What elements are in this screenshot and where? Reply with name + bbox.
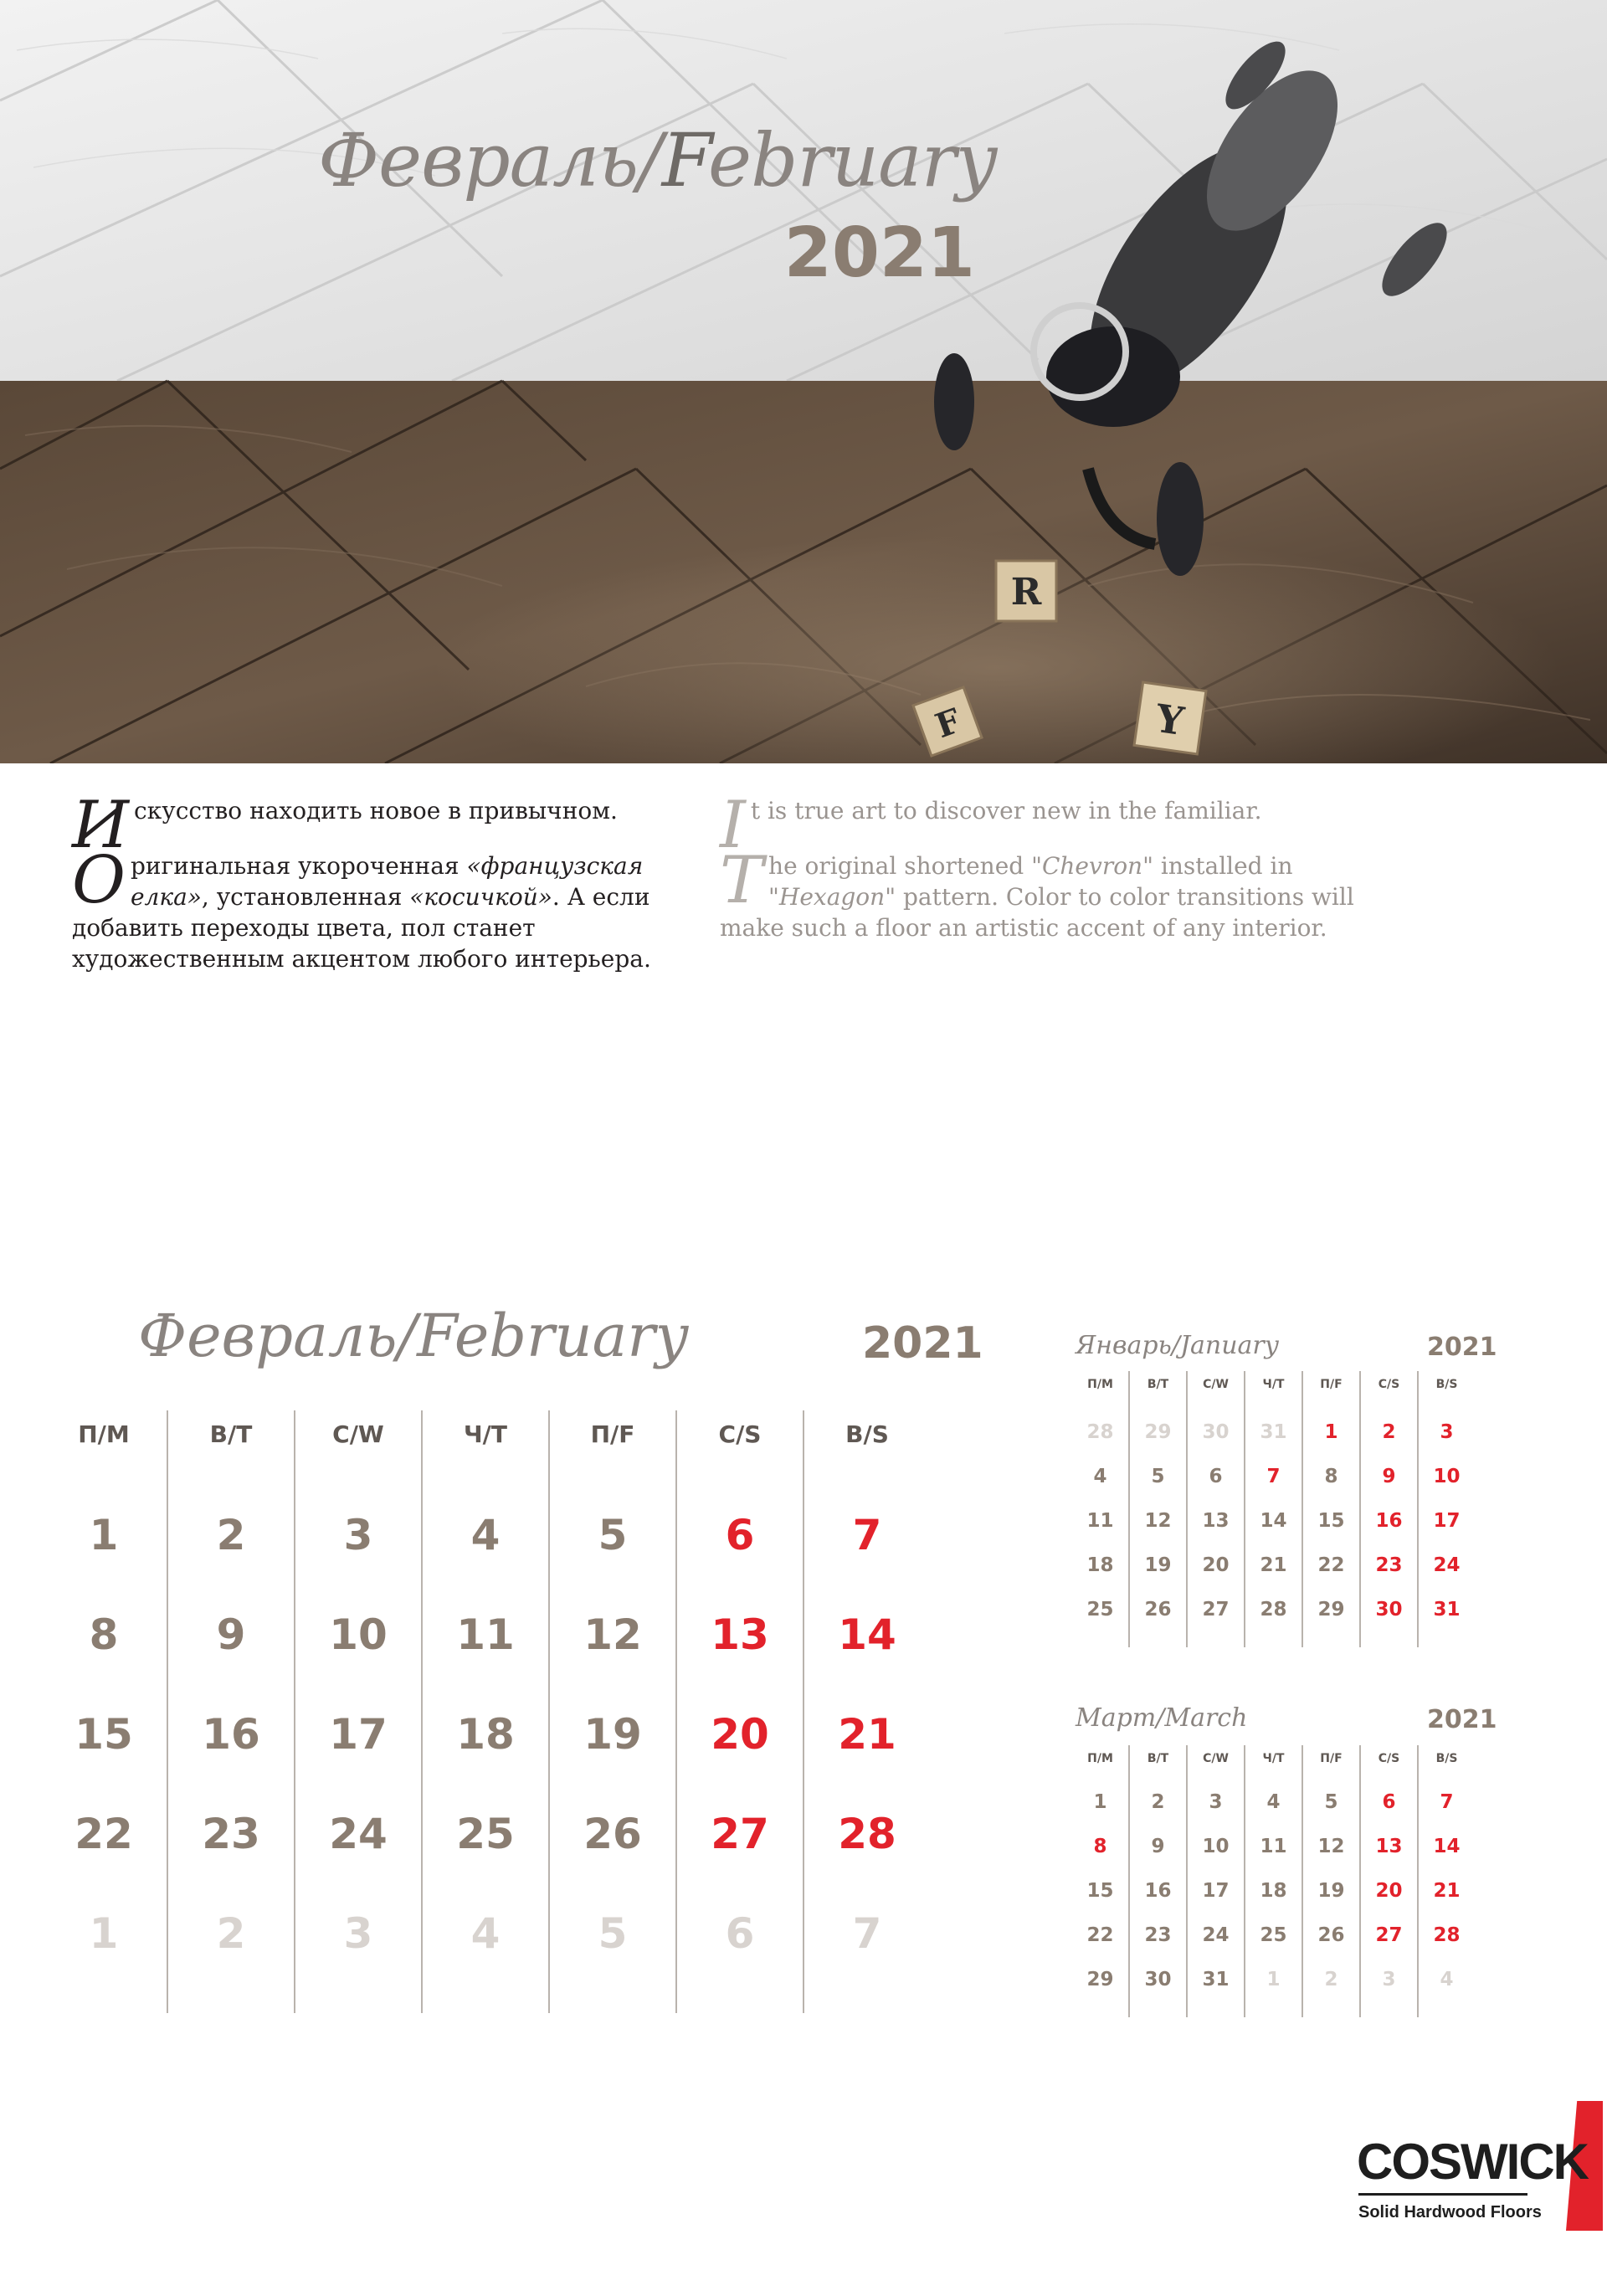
day-cell: 18	[1260, 1880, 1287, 1902]
day-cell: 8	[1324, 1466, 1338, 1487]
ru-line-2a: ригинальная укороченная	[130, 852, 467, 880]
day-cell: 31	[1433, 1599, 1461, 1621]
day-cell: 30	[1144, 1969, 1172, 1990]
hero-title	[318, 117, 997, 203]
day-cell: 23	[1375, 1554, 1403, 1576]
column-divider	[803, 1410, 804, 2013]
main-column	[676, 1410, 804, 2013]
ru-line-2b: «французская елка»	[130, 852, 644, 911]
day-cell: 26	[1317, 1924, 1345, 1946]
column-divider	[1417, 1371, 1419, 1647]
main-column	[40, 1410, 167, 2013]
weekday-header: П/F	[1320, 1752, 1343, 1765]
march-calendar-year: 2021	[1427, 1705, 1497, 1734]
main-column	[549, 1410, 676, 2013]
column-divider	[1128, 1745, 1130, 2017]
day-cell: 27	[1375, 1924, 1403, 1946]
day-cell: 2	[216, 1909, 246, 1958]
en-line-1: t is true art to discover new in the familiar.	[750, 797, 1262, 824]
weekday-header: В/Т	[1147, 1378, 1169, 1391]
day-cell: 27	[1202, 1599, 1230, 1621]
weekday-header: Ч/Т	[464, 1420, 507, 1448]
day-cell: 12	[583, 1610, 642, 1659]
january-column	[1245, 1371, 1302, 1647]
day-cell: 31	[1202, 1969, 1230, 1990]
ru-line-1: скусство находить новое в привычном.	[134, 797, 618, 824]
day-cell: 22	[74, 1810, 133, 1858]
day-cell: 3	[343, 1511, 373, 1559]
january-column	[1360, 1371, 1418, 1647]
day-cell: 19	[1144, 1554, 1172, 1576]
day-cell: 11	[1260, 1836, 1287, 1857]
day-cell: 1	[1324, 1421, 1338, 1443]
day-cell: 17	[329, 1710, 388, 1759]
day-cell: 11	[1086, 1510, 1114, 1532]
day-cell: 16	[202, 1710, 260, 1759]
day-cell: 13	[1375, 1836, 1403, 1857]
block-letter-f: F	[930, 701, 967, 747]
day-cell: 16	[1375, 1510, 1403, 1532]
main-column	[167, 1410, 295, 2013]
drop-cap-1: И	[72, 788, 130, 863]
day-cell: 27	[711, 1810, 769, 1858]
day-cell: 14	[838, 1610, 896, 1659]
column-divider	[1186, 1745, 1188, 2017]
description-ru	[72, 788, 708, 974]
column-divider	[1186, 1371, 1188, 1647]
en-line-2c: installed in	[1153, 852, 1293, 880]
weekday-header: В/Т	[209, 1420, 253, 1448]
march-column	[1187, 1745, 1245, 2017]
day-cell: 13	[711, 1610, 769, 1659]
day-cell: 24	[1202, 1924, 1230, 1946]
weekday-header: П/F	[1320, 1378, 1343, 1391]
day-cell: 7	[852, 1511, 882, 1559]
main-calendar-year: 2021	[862, 1318, 983, 1369]
weekday-header: С/W	[332, 1420, 384, 1448]
main-column	[422, 1410, 549, 2013]
january-column	[1302, 1371, 1360, 1647]
day-cell: 1	[89, 1909, 119, 1958]
day-cell: 20	[1202, 1554, 1230, 1576]
day-cell: 30	[1202, 1421, 1230, 1443]
day-cell: 2	[216, 1511, 246, 1559]
hero-photo	[0, 0, 1607, 763]
january-column	[1418, 1371, 1476, 1647]
day-cell: 25	[456, 1810, 515, 1858]
en-line-2d: "Hexagon"	[768, 883, 896, 911]
march-calendar-title: Март/March	[1076, 1703, 1248, 1733]
hero-title-f: F	[661, 117, 708, 203]
hero-title-en: ebruary	[707, 117, 997, 203]
ru-line-2e: .	[552, 883, 560, 911]
weekday-header: С/S	[1378, 1752, 1400, 1765]
day-cell: 31	[1260, 1421, 1287, 1443]
day-cell: 15	[74, 1710, 133, 1759]
january-column	[1129, 1371, 1187, 1647]
day-cell: 4	[470, 1909, 501, 1958]
day-cell: 4	[1093, 1466, 1107, 1487]
en-line-2b: "Chevron"	[1031, 852, 1153, 880]
main-column	[804, 1410, 931, 2013]
day-cell: 6	[725, 1909, 755, 1958]
day-cell: 7	[852, 1909, 882, 1958]
day-cell: 18	[456, 1710, 515, 1759]
weekday-header: С/S	[1378, 1378, 1400, 1391]
weekday-header: Ч/Т	[1262, 1752, 1285, 1765]
day-cell: 3	[1440, 1421, 1454, 1443]
day-cell: 1	[1093, 1791, 1107, 1813]
ru-line-3: А если добавить переходы цвета, пол станет художественным акцентом любого интерьера.	[72, 883, 651, 973]
day-cell: 4	[1440, 1969, 1454, 1990]
day-cell: 22	[1086, 1924, 1114, 1946]
weekday-header: П/М	[1087, 1752, 1113, 1765]
day-cell: 28	[1086, 1421, 1114, 1443]
day-cell: 5	[598, 1909, 628, 1958]
day-cell: 20	[711, 1710, 769, 1759]
day-cell: 12	[1317, 1836, 1345, 1857]
column-divider	[294, 1410, 295, 2013]
day-cell: 22	[1317, 1554, 1345, 1576]
drop-cap-en-2: T	[720, 843, 764, 918]
day-cell: 1	[89, 1511, 119, 1559]
day-cell: 16	[1144, 1880, 1172, 1902]
day-cell: 2	[1324, 1969, 1338, 1990]
march-column	[1245, 1745, 1302, 2017]
day-cell: 10	[1433, 1466, 1461, 1487]
day-cell: 12	[1144, 1510, 1172, 1532]
day-cell: 6	[1209, 1466, 1223, 1487]
ru-line-2c: , установленная	[201, 883, 410, 911]
weekday-header: С/S	[718, 1420, 762, 1448]
day-cell: 17	[1202, 1880, 1230, 1902]
january-calendar-title: Январь/January	[1076, 1331, 1279, 1360]
day-cell: 26	[1144, 1599, 1172, 1621]
january-calendar-year: 2021	[1427, 1333, 1497, 1362]
day-cell: 25	[1086, 1599, 1114, 1621]
day-cell: 11	[456, 1610, 515, 1659]
logo-divider	[1358, 2193, 1527, 2196]
weekday-header: П/F	[590, 1420, 635, 1448]
day-cell: 8	[1093, 1836, 1107, 1857]
day-cell: 30	[1375, 1599, 1403, 1621]
march-column	[1071, 1745, 1129, 2017]
drop-cap-2: О	[72, 843, 126, 918]
en-line-2a: he original shortened	[768, 852, 1032, 880]
ru-line-2d: «косичкой»	[409, 883, 552, 911]
day-cell: 4	[470, 1511, 501, 1559]
weekday-header: С/W	[1203, 1378, 1229, 1391]
weekday-header: Ч/Т	[1262, 1378, 1285, 1391]
january-column	[1071, 1371, 1129, 1647]
day-cell: 18	[1086, 1554, 1114, 1576]
en-line-2e: pattern. Color to color transitions will make such a floor an artistic accent of any interior.	[720, 883, 1354, 942]
block-letter-y: Y	[1153, 695, 1187, 745]
day-cell: 5	[1324, 1791, 1338, 1813]
day-cell: 2	[1382, 1421, 1396, 1443]
weekday-header: С/W	[1203, 1752, 1229, 1765]
day-cell: 13	[1202, 1510, 1230, 1532]
day-cell: 17	[1433, 1510, 1461, 1532]
day-cell: 21	[1260, 1554, 1287, 1576]
march-column	[1302, 1745, 1360, 2017]
day-cell: 28	[1260, 1599, 1287, 1621]
column-divider	[167, 1410, 168, 2013]
day-cell: 24	[1433, 1554, 1461, 1576]
day-cell: 8	[89, 1610, 119, 1659]
march-column	[1360, 1745, 1418, 2017]
day-cell: 1	[1266, 1969, 1281, 1990]
column-divider	[1359, 1745, 1361, 2017]
day-cell: 23	[1144, 1924, 1172, 1946]
january-calendar-grid	[1071, 1371, 1476, 1647]
day-cell: 6	[725, 1511, 755, 1559]
day-cell: 9	[1382, 1466, 1396, 1487]
day-cell: 20	[1375, 1880, 1403, 1902]
description-en	[720, 788, 1356, 943]
weekday-header: П/М	[78, 1420, 130, 1448]
march-column	[1418, 1745, 1476, 2017]
day-cell: 25	[1260, 1924, 1287, 1946]
march-column	[1129, 1745, 1187, 2017]
weekday-header: В/S	[845, 1420, 889, 1448]
day-cell: 21	[1433, 1880, 1461, 1902]
day-cell: 6	[1382, 1791, 1396, 1813]
day-cell: 9	[216, 1610, 246, 1659]
column-divider	[548, 1410, 550, 2013]
day-cell: 19	[583, 1710, 642, 1759]
day-cell: 5	[1151, 1466, 1165, 1487]
day-cell: 10	[329, 1610, 388, 1659]
day-cell: 14	[1260, 1510, 1287, 1532]
day-cell: 4	[1266, 1791, 1281, 1813]
column-divider	[1302, 1745, 1303, 2017]
column-divider	[1128, 1371, 1130, 1647]
day-cell: 29	[1317, 1599, 1345, 1621]
day-cell: 15	[1086, 1880, 1114, 1902]
day-cell: 19	[1317, 1880, 1345, 1902]
column-divider	[421, 1410, 423, 2013]
coswick-logo	[1352, 2093, 1603, 2243]
column-divider	[675, 1410, 677, 2013]
day-cell: 26	[583, 1810, 642, 1858]
day-cell: 7	[1266, 1466, 1281, 1487]
main-column	[295, 1410, 422, 2013]
block-letter-r: R	[1010, 571, 1042, 614]
drop-cap-en-1: I	[720, 788, 746, 863]
march-calendar-grid	[1071, 1745, 1476, 2017]
day-cell: 9	[1151, 1836, 1165, 1857]
day-cell: 24	[329, 1810, 388, 1858]
weekday-header: В/S	[1435, 1378, 1458, 1391]
day-cell: 5	[598, 1511, 628, 1559]
weekday-header: В/S	[1435, 1752, 1458, 1765]
day-cell: 3	[343, 1909, 373, 1958]
main-calendar-title: Февраль/February	[138, 1302, 689, 1370]
column-divider	[1359, 1371, 1361, 1647]
hero-year: 2021	[783, 213, 975, 293]
day-cell: 7	[1440, 1791, 1454, 1813]
day-cell: 23	[202, 1810, 260, 1858]
day-cell: 15	[1317, 1510, 1345, 1532]
day-cell: 29	[1144, 1421, 1172, 1443]
day-cell: 21	[838, 1710, 896, 1759]
weekday-header: В/Т	[1147, 1752, 1169, 1765]
january-column	[1187, 1371, 1245, 1647]
day-cell: 10	[1202, 1836, 1230, 1857]
day-cell: 3	[1382, 1969, 1396, 1990]
day-cell: 3	[1209, 1791, 1223, 1813]
weekday-header: П/М	[1087, 1378, 1113, 1391]
column-divider	[1244, 1745, 1245, 2017]
column-divider	[1302, 1371, 1303, 1647]
day-cell: 28	[838, 1810, 896, 1858]
day-cell: 14	[1433, 1836, 1461, 1857]
main-calendar-grid	[40, 1410, 931, 2013]
day-cell: 29	[1086, 1969, 1114, 1990]
day-cell: 2	[1151, 1791, 1165, 1813]
column-divider	[1417, 1745, 1419, 2017]
column-divider	[1244, 1371, 1245, 1647]
day-cell: 28	[1433, 1924, 1461, 1946]
hero-title-ru: Февраль/	[318, 117, 662, 203]
logo-name: COSWICK	[1357, 2134, 1588, 2190]
logo-tagline: Solid Hardwood Floors	[1358, 2203, 1542, 2222]
